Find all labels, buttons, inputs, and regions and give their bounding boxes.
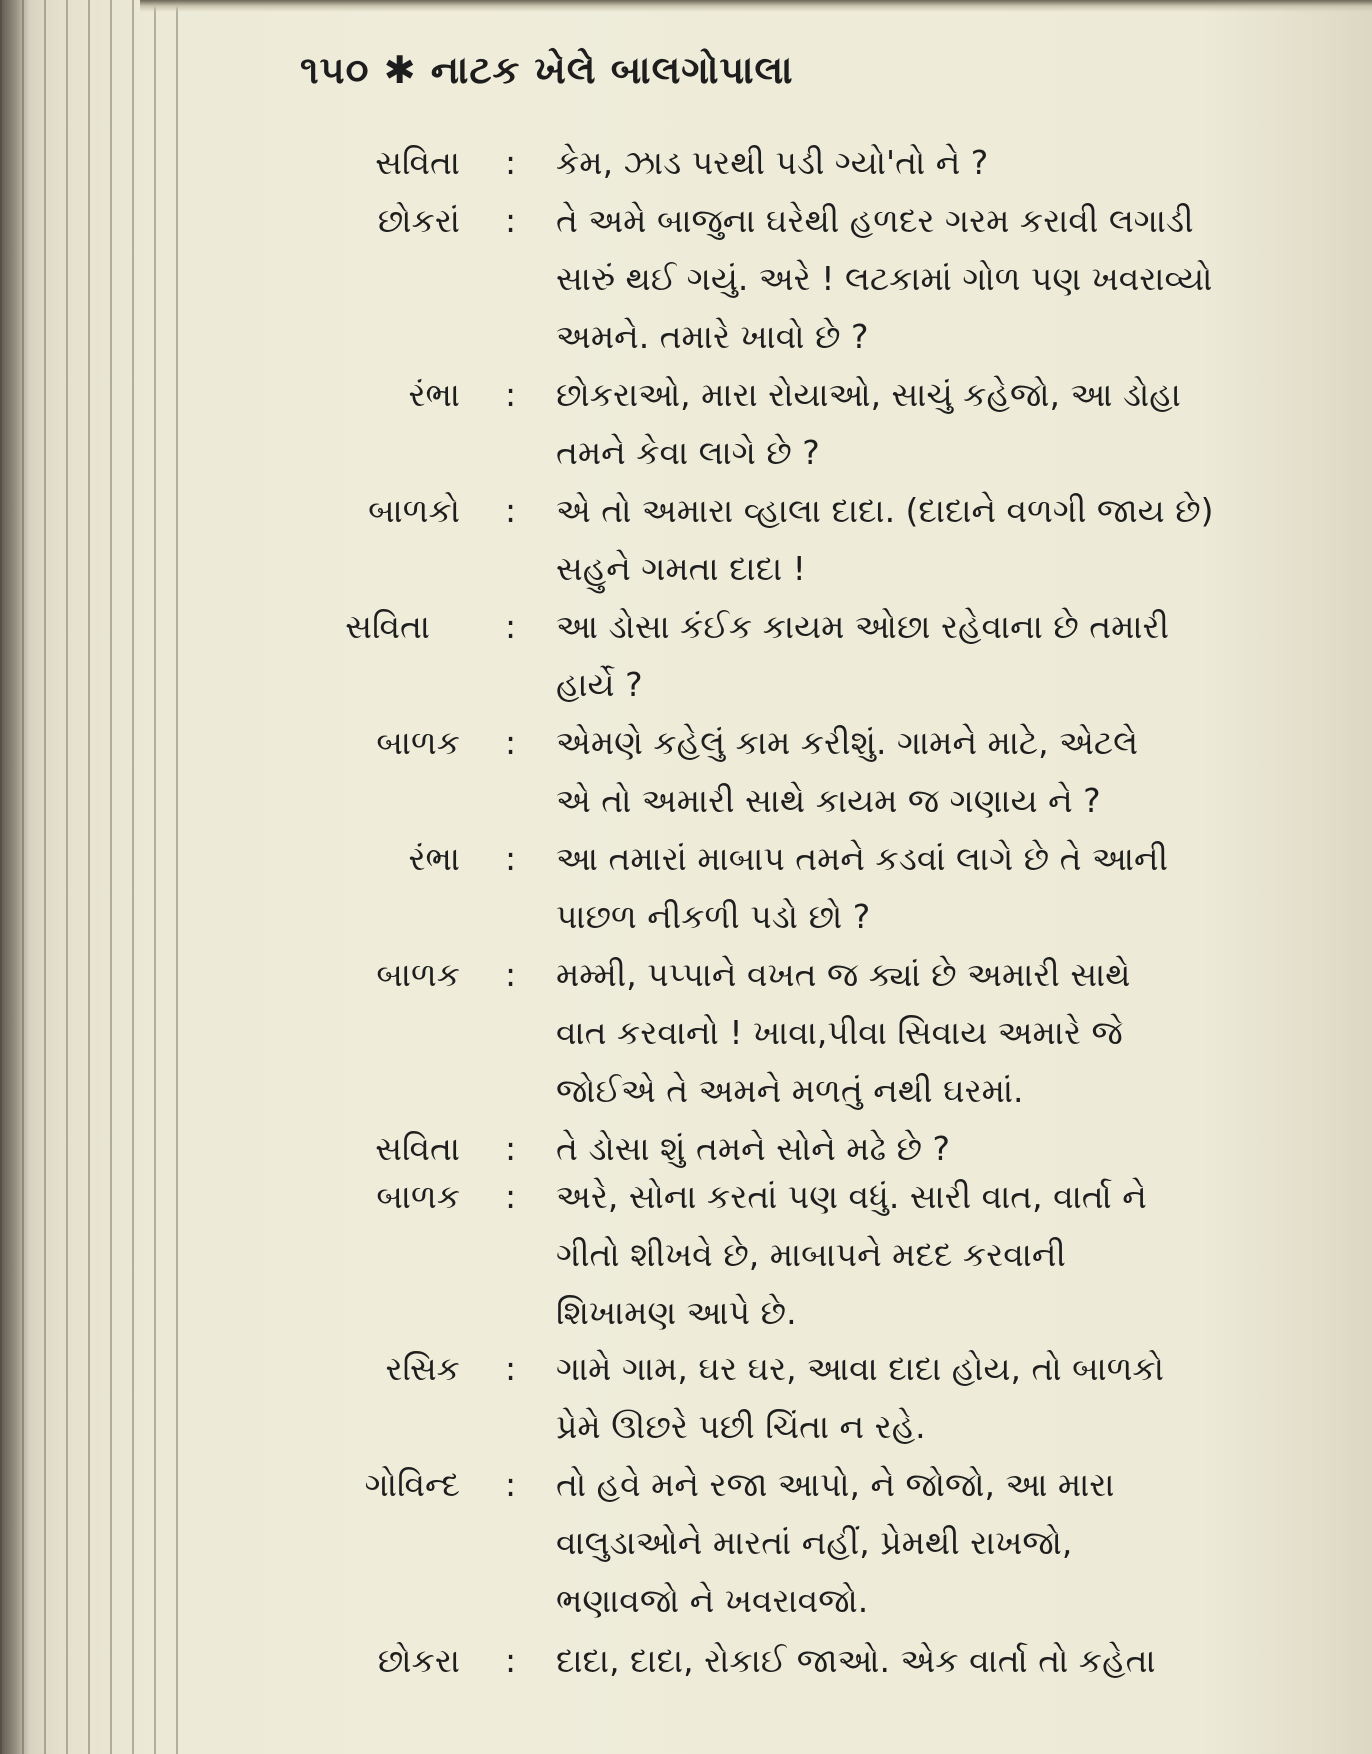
speech-text: છોકરાઓ, મારા રોયાઓ, સાચું કહેજો, આ ડોહા તમને કેવા લાગે છે ? — [556, 375, 1181, 472]
colon-separator: : — [505, 1129, 517, 1168]
speaker-name: સવિતા — [345, 607, 430, 646]
colon-separator: : — [505, 1177, 517, 1216]
speaker-name: રંભા — [408, 839, 460, 878]
speech-text: તે ડોસા શું તમને સોને મઢે છે ? — [556, 1129, 950, 1168]
speech-text: તે અમે બાજુના ઘરેથી હળદર ગરમ કરાવી લગાડી સારું થઈ ગયું. અરે ! લટકામાં ગોળ પણ ખવરાવ્યો અમને. તમારે ખાવો છે ? — [556, 201, 1213, 356]
colon-separator: : — [505, 143, 517, 182]
speaker-name: રંભા — [408, 375, 460, 414]
speaker-name: છોકરાં — [377, 201, 460, 240]
page-header: ૧૫૦ ✱ નાટક ખેલે બાલગોપાલા — [300, 48, 794, 92]
speech-text: અરે, સોના કરતાં પણ વધું. સારી વાત, વાર્તા ને ગીતો શીખવે છે, માબાપને મદદ કરવાની શિખામણ આપે છે. — [556, 1177, 1147, 1332]
speech-text: કેમ, ઝાડ પરથી પડી ગ્યો'તો ને ? — [556, 143, 989, 182]
colon-separator: : — [505, 723, 517, 762]
speech-text: એ તો અમારા વ્હાલા દાદા. (દાદાને વળગી જાય છે) સહુને ગમતા દાદા ! — [556, 491, 1214, 588]
colon-separator: : — [505, 1465, 517, 1504]
speaker-name: બાળક — [376, 1177, 460, 1216]
speech-text: આ તમારાં માબાપ તમને કડવાં લાગે છે તે આની પાછળ નીકળી પડો છો ? — [556, 839, 1169, 936]
speech-text: તો હવે મને રજા આપો, ને જોજો, આ મારા વાલુડાઓને મારતાં નહીં, પ્રેમથી રાખજો, ભણાવજો ને ખવરાવજો. — [556, 1465, 1115, 1620]
colon-separator: : — [505, 1641, 517, 1680]
speech-text: મમ્મી, પપ્પાને વખત જ ક્યાં છે અમારી સાથે વાત કરવાનો ! ખાવા,પીવા સિવાય અમારે જે જોઈએ તે અમને મળતું નથી ઘરમાં. — [556, 955, 1131, 1110]
speaker-name: સવિતા — [375, 143, 460, 182]
colon-separator: : — [505, 375, 517, 414]
speaker-name: રસિક — [385, 1349, 460, 1388]
speech-text: આ ડોસા કંઈક કાયમ ઓછા રહેવાના છે તમારી હાર્યે ? — [556, 607, 1170, 704]
speaker-name: સવિતા — [375, 1129, 460, 1168]
speech-text: ગામે ગામ, ઘર ઘર, આવા દાદા હોય, તો બાળકો પ્રેમે ઊછરે પછી ચિંતા ન રહે. — [556, 1349, 1164, 1446]
speaker-name: છોકરા — [377, 1641, 460, 1680]
colon-separator: : — [505, 839, 517, 878]
speech-text: દાદા, દાદા, રોકાઈ જાઓ. એક વાર્તા તો કહેતા — [556, 1641, 1156, 1680]
colon-separator: : — [505, 607, 517, 646]
colon-separator: : — [505, 1349, 517, 1388]
colon-separator: : — [505, 201, 517, 240]
colon-separator: : — [505, 955, 517, 994]
speaker-name: બાળક — [376, 723, 460, 762]
colon-separator: : — [505, 491, 517, 530]
speech-text: એમણે કહેલું કામ કરીશું. ગામને માટે, એટલે એ તો અમારી સાથે કાયમ જ ગણાય ને ? — [556, 723, 1139, 820]
speaker-name: ગોવિન્દ — [364, 1465, 460, 1504]
speaker-name: બાળક — [376, 955, 460, 994]
speaker-name: બાળકો — [368, 491, 460, 530]
